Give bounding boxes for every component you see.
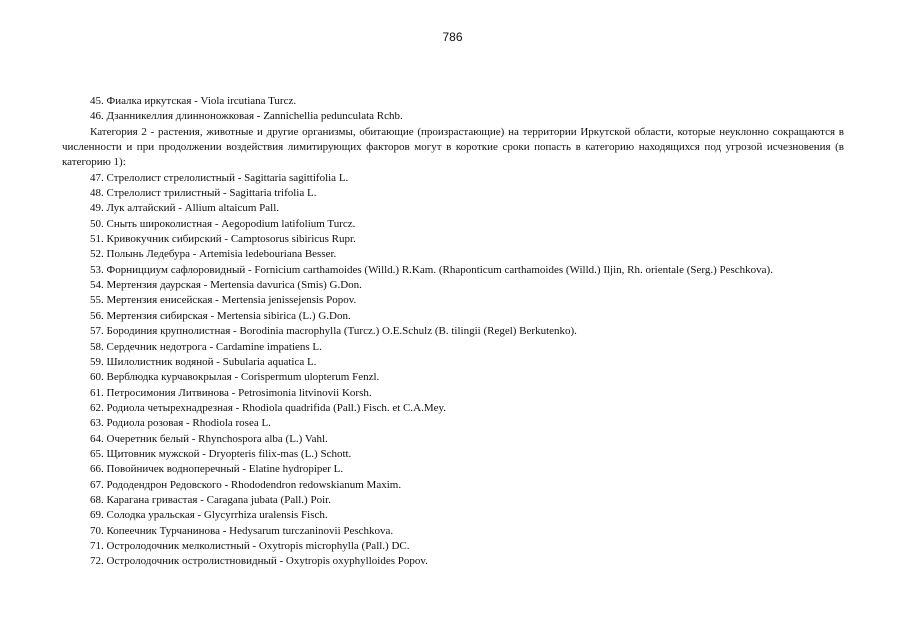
list-item: 69. Солодка уральская - Glycyrrhiza uralensis Fisch. [90, 509, 328, 522]
list-item: 63. Родиола розовая - Rhodiola rosea L. [90, 417, 271, 430]
list-item: 47. Стрелолист стрелолистный - Sagittaria sagittifolia L. [90, 171, 349, 184]
list-item: 50. Сныть широколистная - Aegopodium latifolium Turcz. [90, 217, 356, 230]
list-item: 56. Мертензия сибирская - Mertensia sibirica (L.) G.Don. [90, 309, 351, 322]
list-item: 58. Сердечник недотрога - Cardamine impatiens L. [90, 340, 322, 353]
list-item: 59. Шилолистник водяной - Subularia aquatica L. [90, 355, 317, 368]
category-paragraph: Категория 2 - растения, животные и другие организмы, обитающие (произрастающие) на территории Иркутской области, которые неуклонно сокращаются в численности и при продолжении воздействия лимитирующих факторов могут в короткие сроки попасть в категорию находящихся под угрозой исчезновения (в категорию 1): [62, 125, 844, 169]
list-item: 67. Рододендрон Редовского - Rhododendron redowskianum Maxim. [90, 478, 402, 491]
list-item: 54. Мертензия даурская - Mertensia davurica (Smis) G.Don. [90, 279, 362, 292]
list-item: 68. Карагана гривастая - Caragana jubata (Pall.) Poir. [90, 493, 331, 506]
list-item: 70. Копеечник Турчанинова - Hedysarum turczaninovii Peschkova. [90, 524, 394, 537]
list-item: 60. Верблюдка курчавокрылая - Corispermum ulopterum Fenzl. [90, 371, 380, 384]
list-item: 57. Бородиния крупнолистная - Borodinia macrophylla (Turcz.) O.E.Schulz (B. tilingii (Regel) Berkutenko). [90, 325, 577, 338]
list-item: 66. Повойничек водноперечный - Elatine hydropiper L. [90, 463, 344, 476]
list-item: 55. Мертензия енисейская - Mertensia jenissejensis Popov. [90, 294, 357, 307]
page-number: 786 [442, 30, 463, 44]
list-item: 52. Полынь Ледебура - Artemisia ledebouriana Besser. [90, 248, 337, 261]
list-item: 53. Форницциум сафлоровидный - Fornicium carthamoides (Willd.) R.Kam. (Rhaponticum carthamoides (Willd.) Iljin, Rh. orientale (Serg.) Peschkova). [90, 263, 773, 276]
list-item: 61. Петросимония Литвинова - Petrosimonia litvinovii Korsh. [90, 386, 372, 399]
list-item: 48. Стрелолист трилистный - Sagittaria trifolia L. [90, 187, 317, 200]
list-item: 46. Дзанникеллия длинноножковая - Zannichellia pedunculata Rchb. [90, 110, 403, 123]
list-item: 62. Родиола четырехнадрезная - Rhodiola quadrifida (Pall.) Fisch. et C.A.Mey. [90, 401, 447, 414]
document-body [62, 94, 844, 570]
list-item: 45. Фиалка иркутская - Viola ircutiana Turcz. [90, 95, 297, 107]
list-item: 64. Очеретник белый - Rhynchospora alba (L.) Vahl. [90, 432, 328, 445]
list-item: 71. Остролодочник мелколистный - Oxytropis microphylla (Pall.) DC. [90, 539, 410, 552]
list-item: 65. Щитовник мужской - Dryopteris filix-mas (L.) Schott. [90, 447, 352, 460]
list-item: 49. Лук алтайский - Allium altaicum Pall. [90, 202, 280, 215]
list-item: 72. Остролодочник остролистновидный - Oxytropis oxyphylloides Popov. [90, 555, 428, 568]
list-item: 51. Кривокучник сибирский - Camptosorus sibiricus Rupr. [90, 233, 356, 246]
